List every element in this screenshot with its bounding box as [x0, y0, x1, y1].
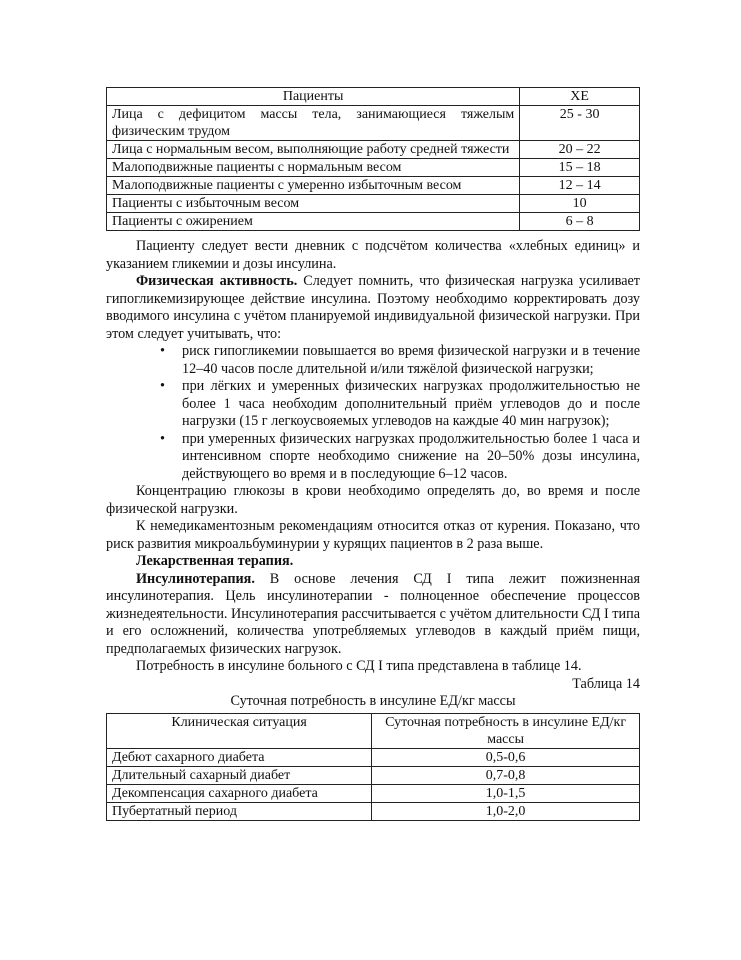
- paragraph-need: Потребность в инсулине больного с СД I типа представлена в таблице 14.: [136, 658, 582, 674]
- table-cell: Пациенты с ожирением: [107, 213, 520, 231]
- table-row: [107, 177, 640, 195]
- drug-therapy-heading: [106, 553, 640, 571]
- insulin-heading: Инсулинотерапия.: [136, 570, 255, 587]
- body-text: [106, 238, 640, 711]
- table-row: [107, 106, 640, 141]
- activity-bullet-list: [106, 343, 640, 483]
- table-cell: 0,7-0,8: [372, 767, 640, 785]
- paragraph-activity: [106, 273, 640, 343]
- table-row: [107, 785, 640, 803]
- table-cell: Малоподвижные пациенты с нормальным весом: [107, 159, 520, 177]
- table-row: [107, 749, 640, 767]
- table-cell: Малоподвижные пациенты с умеренно избыточным весом: [107, 177, 520, 195]
- xe-table: [106, 87, 640, 231]
- table-header-row: [107, 714, 640, 749]
- table-cell: 20 – 22: [520, 141, 640, 159]
- table-header-cell: Пациенты: [107, 88, 520, 106]
- table-cell: 1,0-2,0: [372, 803, 640, 821]
- table-cell: Пубертатный период: [107, 803, 372, 821]
- table-row: [107, 213, 640, 231]
- table-cell: 1,0-1,5: [372, 785, 640, 803]
- table-row: [107, 195, 640, 213]
- table-header-cell: Суточная потребность в инсулине ЕД/кг массы: [372, 714, 640, 749]
- table-cell: Декомпенсация сахарного диабета: [107, 785, 372, 803]
- table-cell: Лица с нормальным весом, выполняющие работу средней тяжести: [107, 141, 520, 159]
- insulin-need-table: [106, 713, 640, 821]
- paragraph-smoking: К немедикаментозным рекомендациям относится отказ от курения. Показано, что риск развития микроальбуминурии у курящих пациентов в 2 раза выше.: [106, 518, 640, 552]
- table-cell: 12 – 14: [520, 177, 640, 195]
- table-cell: Дебют сахарного диабета: [107, 749, 372, 767]
- insulin-text: В основе лечения СД I типа лежит пожизненная инсулинотерапия. Цель инсулинотерапии - полноценное обеспечение процессов жизнедеятельности. Инсулинотерапия рассчитывается с учётом длительности СД I типа и его осложнений, количества употребляемых углеводов в каждый приём пищи, предполагаемых физических нагрузок.: [106, 570, 640, 657]
- table-cell: Лица с дефицитом массы тела, занимающиеся тяжелым физическим трудом: [107, 106, 520, 141]
- activity-heading: Физическая активность.: [136, 273, 298, 289]
- paragraph-glucose: Концентрацию глюкозы в крови необходимо определять до, во время и после физической нагрузки.: [106, 483, 640, 517]
- table-row: [107, 767, 640, 785]
- paragraph-insulin: [106, 571, 640, 659]
- table-label: Таблица 14: [572, 675, 640, 692]
- table-cell: Длительный сахарный диабет: [107, 767, 372, 785]
- paragraph-diary: Пациенту следует вести дневник с подсчётом количества «хлебных единиц» и указанием гликемии и дозы инсулина.: [106, 238, 640, 272]
- table-header-cell: ХЕ: [520, 88, 640, 106]
- table-row: [107, 803, 640, 821]
- table-cell: 15 – 18: [520, 159, 640, 177]
- table-header-row: [107, 88, 640, 106]
- drug-heading-text: Лекарственная терапия.: [136, 553, 294, 569]
- activity-text: Следует помнить, что физическая нагрузка усиливает гипогликемизирующее действие инсулина. Поэтому необходимо корректировать дозу вводимого инсулина с учётом планируемой индивидуальной физической нагрузки. При этом следует учитывать, что:: [106, 273, 641, 342]
- table-row: [107, 159, 640, 177]
- table-cell: 10: [520, 195, 640, 213]
- table-caption: Суточная потребность в инсулине ЕД/кг массы: [230, 693, 516, 709]
- table-cell: 6 – 8: [520, 213, 640, 231]
- list-item: • риск гипогликемии повышается во время физической нагрузки и в течение 12–40 часов после длительной и/или тяжёлой физической нагрузки;: [182, 343, 640, 378]
- table-cell: Пациенты с избыточным весом: [107, 195, 520, 213]
- table-header-cell: Клиническая ситуация: [107, 714, 372, 749]
- table-row: [107, 141, 640, 159]
- table-cell: 0,5-0,6: [372, 749, 640, 767]
- list-item: • при умеренных физических нагрузках продолжительностью более 1 часа и интенсивном спорте необходимо снижение на 20–50% дозы инсулина, действующего во время и в последующие 6–12 часов.: [182, 431, 640, 484]
- table-cell: 25 - 30: [520, 106, 640, 141]
- list-item: • при лёгких и умеренных физических нагрузках продолжительностью не более 1 часа необходим дополнительный приём углеводов до и после нагрузки (15 г легкоусвояемых углеводов на каждые 40 мин нагрузок);: [182, 378, 640, 431]
